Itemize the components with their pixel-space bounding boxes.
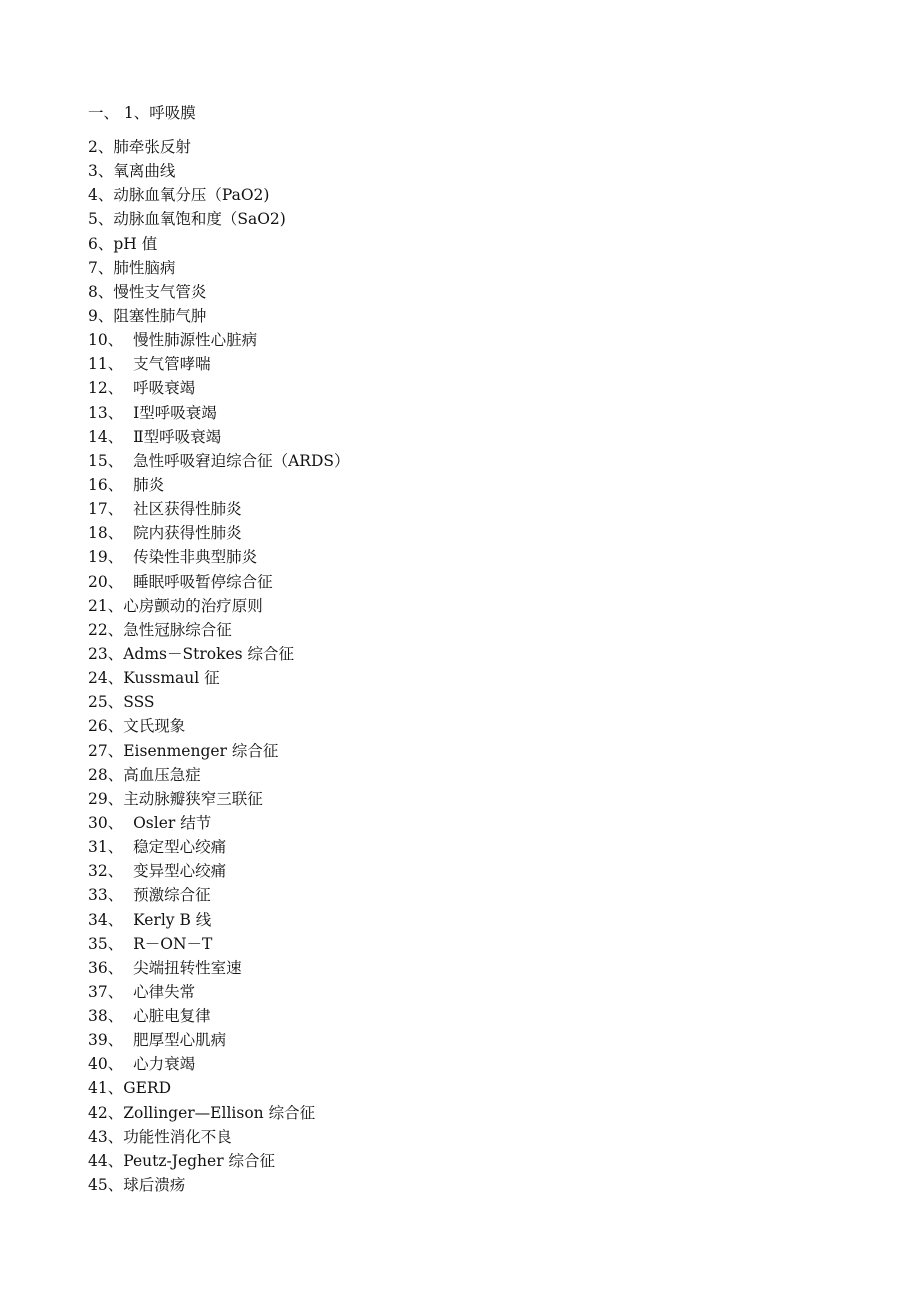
list-item: 19、 传染性非典型肺炎 bbox=[88, 548, 258, 567]
list-item: 33、 预激综合征 bbox=[88, 886, 211, 905]
list-item: 17、 社区获得性肺炎 bbox=[88, 500, 242, 519]
list-item: 43、功能性消化不良 bbox=[88, 1127, 232, 1146]
list-item: 4、动脉血氧分压（PaO2) bbox=[88, 186, 270, 205]
list-item: 41、GERD bbox=[88, 1079, 172, 1098]
list-item: 6、pH 值 bbox=[88, 234, 158, 253]
list-item: 40、 心力衰竭 bbox=[88, 1055, 196, 1074]
list-item: 30、 Osler 结节 bbox=[88, 813, 212, 832]
list-item: 10、 慢性肺源性心脏病 bbox=[88, 331, 258, 350]
list-item: 28、高血压急症 bbox=[88, 765, 201, 784]
list-item: 36、 尖端扭转性室速 bbox=[88, 958, 242, 977]
list-item: 42、Zollinger—Ellison 综合征 bbox=[88, 1103, 316, 1122]
list-item: 26、文氏现象 bbox=[88, 717, 186, 736]
list-item: 39、 肥厚型心肌病 bbox=[88, 1031, 227, 1050]
list-item: 20、 睡眠呼吸暂停综合征 bbox=[88, 572, 273, 591]
list-item: 9、阻塞性肺气肿 bbox=[88, 306, 207, 325]
list-item: 32、 变异型心绞痛 bbox=[88, 862, 227, 881]
list-item: 11、 支气管哮喘 bbox=[88, 355, 211, 374]
list-item: 21、心房颤动的治疗原则 bbox=[88, 596, 263, 615]
list-item: 15、 急性呼吸窘迫综合征（ARDS） bbox=[88, 451, 350, 470]
list-item: 16、 肺炎 bbox=[88, 475, 165, 494]
term-list-document bbox=[88, 101, 848, 1197]
list-item: 12、 呼吸衰竭 bbox=[88, 379, 196, 398]
list-item: 34、 Kerly B 线 bbox=[88, 910, 212, 929]
list-item: 44、Peutz-Jegher 综合征 bbox=[88, 1151, 276, 1170]
list-item: 22、急性冠脉综合征 bbox=[88, 620, 232, 639]
list-item: 35、 R－ON－T bbox=[88, 934, 213, 953]
list-item: 27、Eisenmenger 综合征 bbox=[88, 741, 279, 760]
list-item: 25、SSS bbox=[88, 693, 155, 712]
list-item: 2、肺牵张反射 bbox=[88, 138, 191, 156]
list-item: 5、动脉血氧饱和度（SaO2) bbox=[88, 210, 286, 229]
list-item: 23、Adms－Strokes 综合征 bbox=[88, 644, 295, 663]
list-item: 14、 Ⅱ型呼吸衰竭 bbox=[88, 427, 222, 446]
list-item: 13、 Ⅰ型呼吸衰竭 bbox=[88, 403, 217, 422]
list-item: 37、 心律失常 bbox=[88, 982, 196, 1001]
list-item: 31、 稳定型心绞痛 bbox=[88, 838, 227, 857]
list-item: 3、氧离曲线 bbox=[88, 162, 176, 181]
list-item: 8、慢性支气管炎 bbox=[88, 282, 207, 301]
section-heading: 一、 1、呼吸膜 bbox=[88, 104, 196, 122]
list-item: 18、 院内获得性肺炎 bbox=[88, 524, 242, 543]
list-item: 24、Kussmaul 征 bbox=[88, 669, 220, 688]
list-item: 45、球后溃疡 bbox=[88, 1176, 186, 1195]
list-item: 29、主动脉瓣狭窄三联征 bbox=[88, 789, 263, 808]
term-list bbox=[88, 135, 848, 1197]
list-item: 7、肺性脑病 bbox=[88, 258, 176, 277]
list-item: 38、 心脏电复律 bbox=[88, 1007, 211, 1026]
